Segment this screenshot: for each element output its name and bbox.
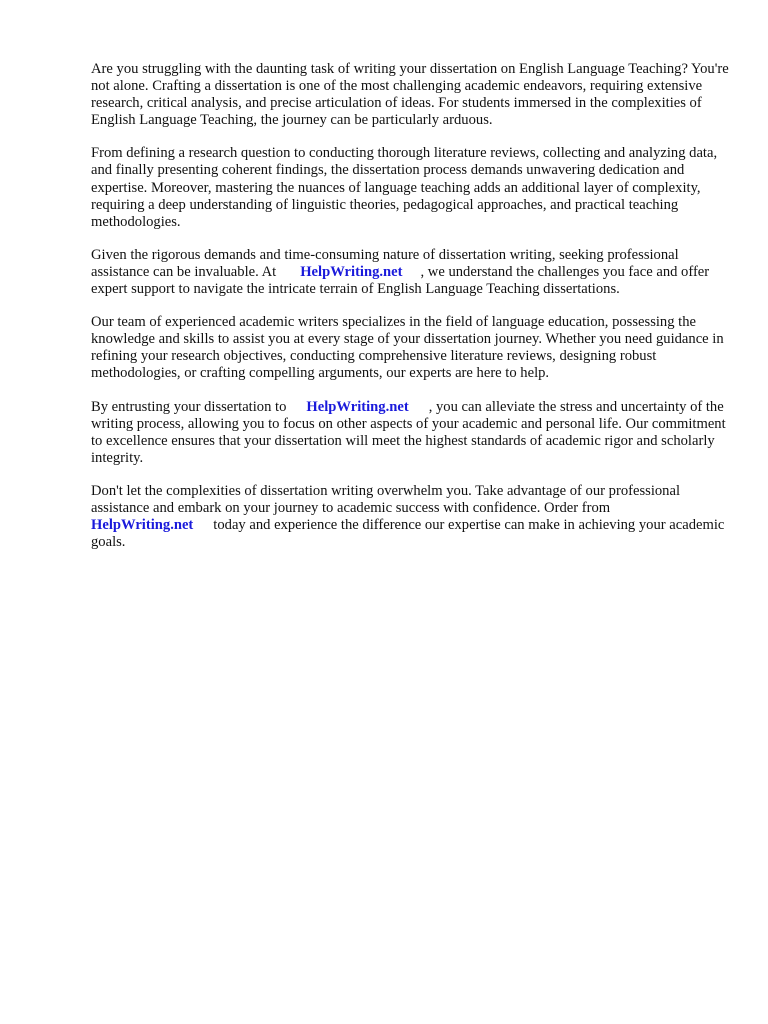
paragraph-assistance-text-after: , we understand the challenges you face and offer expert support to navigate the intricate terrain of English Language Teaching dissertations.: [91, 263, 710, 298]
paragraph-call-to-action: [91, 483, 731, 551]
paragraph-intro: Are you struggling with the daunting task of writing your dissertation on English Language Teaching? You're not alone. Crafting a dissertation is one of the most challenging academic endeavors, requiring extensive research, critical analysis, and precise articulation of ideas. For students immersed in the complexities of English Language Teaching, the journey can be particularly arduous.: [91, 61, 729, 129]
helpwriting-link[interactable]: HelpWriting.net: [300, 263, 403, 280]
paragraph-cta-text-after: today and experience the difference our expertise can make in achieving your academic goals.: [91, 517, 725, 551]
paragraph-entrusting: [91, 399, 731, 467]
helpwriting-link[interactable]: HelpWriting.net: [306, 398, 409, 415]
paragraph-assistance: [91, 247, 731, 298]
helpwriting-link[interactable]: HelpWriting.net: [91, 517, 194, 534]
paragraph-assistance-text-before: Given the rigorous demands and time-consuming nature of dissertation writing, seeking professional assistance can be invaluable. At: [91, 246, 679, 280]
paragraph-process: From defining a research question to conducting thorough literature reviews, collecting and analyzing data, and finally presenting coherent findings, the dissertation process demands unwavering dedication and expertise. Moreover, mastering the nuances of language teaching adds an additional layer of complexity, requiring a deep understanding of linguistic theories, pedagogical approaches, and practical teaching methodologies.: [91, 145, 718, 230]
paragraph-team: Our team of experienced academic writers specializes in the field of language education, possessing the knowledge and skills to assist you at every stage of your dissertation journey. Whether you need guidance in refining your research objectives, conducting comprehensive literature reviews, designing robust methodologies, or crafting compelling arguments, our experts are here to help.: [91, 314, 724, 382]
document-body: [91, 61, 731, 567]
paragraph-entrusting-text-before: By entrusting your dissertation to: [91, 398, 287, 415]
paragraph-entrusting-text-after: , you can alleviate the stress and uncertainty of the writing process, allowing you to focus on other aspects of your academic and personal life. Our commitment to excellence ensures that your dissertation will meet the highest standards of academic rigor and scholarly integrity.: [91, 398, 726, 466]
paragraph-cta-text-before: Don't let the complexities of dissertation writing overwhelm you. Take advantage of our professional assistance and embark on your journey to academic success with confidence. Order from: [91, 482, 680, 516]
